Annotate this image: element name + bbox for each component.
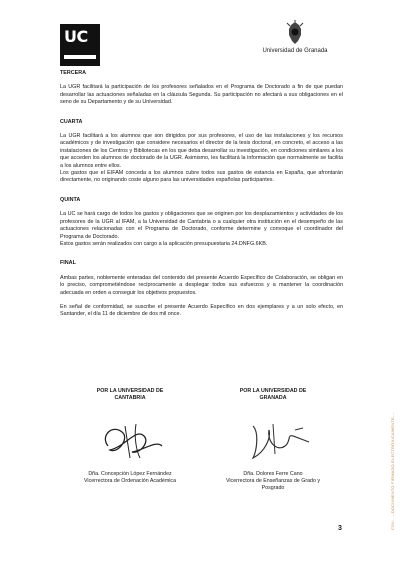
signatory-role-line2: Posgrado <box>261 485 285 491</box>
signature-title-line1: POR LA UNIVERSIDAD DE <box>96 388 164 394</box>
uc-logo-bar <box>64 55 96 59</box>
signature-cantabria <box>60 388 200 485</box>
side-stamp-text: CSV: ...-DOCUMENTO FIRMADO ELECTRÓNICAMENTE-... <box>390 411 395 530</box>
signature-title-line2: CANTABRIA <box>114 395 146 401</box>
universidad-cantabria-logo <box>60 24 100 66</box>
paragraph-cuarta-1: La UGR facilitará a los alumnos que son dirigidos por sus profesores, el uso de las instalaciones y los recursos académicos y de investigación que considere necesarios el director de la tesis doctoral, en concreto, el acceso a las instalaciones de los Centros y Bibliotecas en los que deba desarrollar su investigación, en condiciones similares a los que acceden los alumnos de doctorado de la UGR. Asimismo, les facilitará la información que normalmente se facilita a los alumnos entre ellos. <box>60 133 343 169</box>
signatory-role: Vicerrectora de Enseñanzas de Grado y <box>225 478 321 484</box>
paragraph-cuarta-2: Los gastos que el EIFAM conceda a los alumnos cubre todos sus gastos de estancia en España, que afrontarán directamente, no originando coste alguno para las universidades españolas participantes. <box>60 170 343 184</box>
section-heading-cuarta: CUARTA <box>60 118 83 125</box>
agreement-body <box>60 70 343 319</box>
handwritten-signature-icon <box>70 406 190 468</box>
section-heading-quinta: QUINTA <box>60 196 81 203</box>
signature-granada <box>203 388 343 492</box>
signatory-name: Dña. Concepción López Fernández <box>88 471 172 477</box>
uc-logo-text: UC <box>64 27 88 46</box>
signature-title-line1: POR LA UNIVERSIDAD DE <box>239 388 307 394</box>
side-verification-stamp <box>381 411 395 530</box>
handwritten-signature-icon <box>213 406 333 468</box>
section-heading-final: FINAL <box>60 260 76 267</box>
paragraph-quinta-2: Estos gastos serán realizados con cargo a la aplicación presupuestaria 24.DNFG.6KB. <box>60 240 268 247</box>
universidad-granada-logo <box>250 20 340 54</box>
ugr-logo-text: Universidad de Granada <box>262 48 328 54</box>
paragraph-final-2: En señal de conformidad, se suscribe el presente Acuerdo Específico en dos ejemplares y a un solo efecto, en Santander, el día 11 de diciembre de dos mil once. <box>60 303 343 318</box>
signatory-role: Vicerrectora de Ordenación Académica <box>83 478 177 484</box>
paragraph-final-1: Ambas partes, noblemente enteradas del contenido del presente Acuerdo Específico de Colaboración, se obligan en lo preciso, comprometiéndose recíprocamente a desplegar todos sus esfuerzos y a mantener la coordinación adecuada en orden a conseguir los objetivos propuestos. <box>60 274 343 296</box>
signature-title-line2: GRANADA <box>259 395 287 401</box>
granada-crest-icon <box>284 20 306 46</box>
section-heading-tercera: TERCERA <box>60 70 87 76</box>
page-number: 3 <box>338 525 342 532</box>
signatory-name: Dña. Dolores Ferre Cano <box>243 471 303 477</box>
paragraph-quinta-1: La UC se hará cargo de todos los gastos y obligaciones que se originen por los desplazamientos y actividades de los profesores de la UGR al IFAM, a la Universidad de Cantabria o a cualquier otra institución en el desempeño de las actuaciones relacionadas con el Programa de Doctorado, conforme determine y convoque el coordinador del Programa de Doctorado. <box>60 211 343 240</box>
paragraph-tercera: La UGR facilitará la participación de los profesores señalados en el Programa de Doctorado a fin de que puedan desarrollar las actuaciones señaladas en la cláusula Segunda. Su participación no afectará a sus obligaciones en el seno de su Departamento y de su Universidad. <box>60 84 343 106</box>
